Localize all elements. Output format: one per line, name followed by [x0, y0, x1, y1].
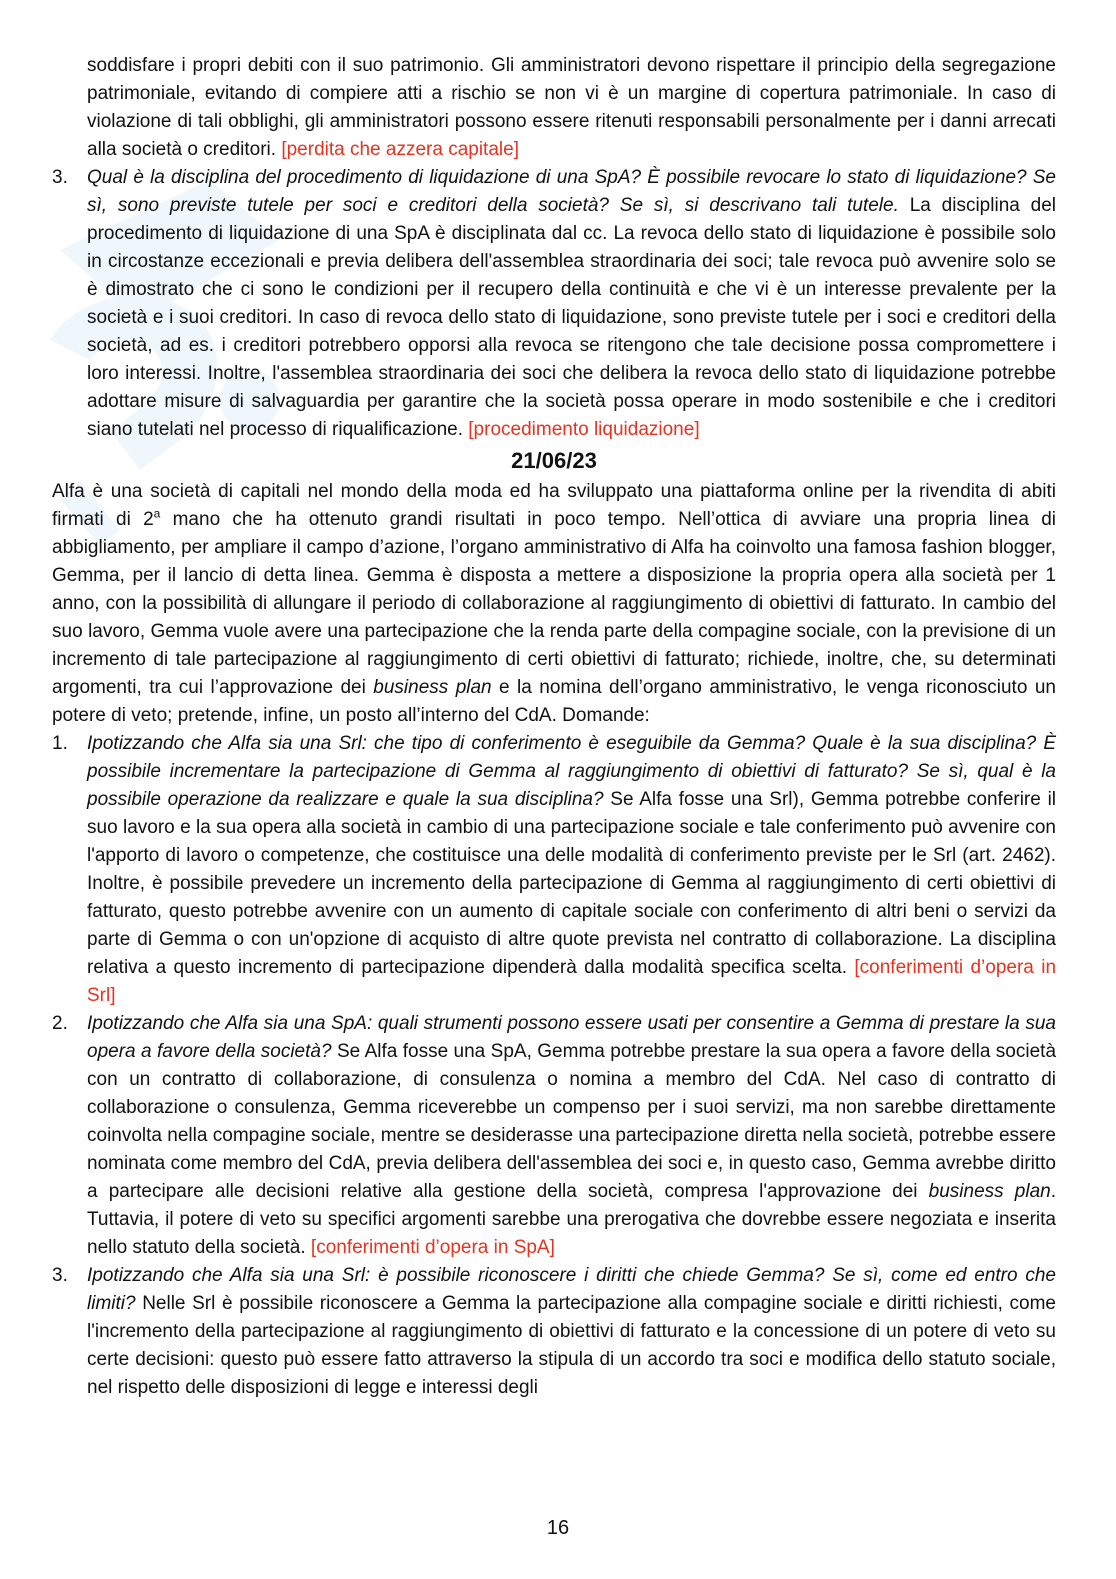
intro-paragraph — [52, 52, 1056, 164]
question-text: Qual è la disciplina del procedimento di liquidazione di una SpA? È possibile revocare lo stato di liquidazione? Se sì, sono previste tutele per soci e creditori della società? Se sì, si descrivano tali tutele. — [87, 167, 1056, 216]
case-text-part2: mano che ha ottenuto grandi risultati in poco tempo. Nell’ottica di avviare una propria linea di abbigliamento, per ampliare il campo d’azione, l’organo amministrativo di Alfa ha coinvolto una famosa fashion blogger, Gemma, per il lancio di detta linea. Gemma è disposta a mettere a disposizione la propria opera alla società per 1 anno, con la possibilità di allungare il periodo di collaborazione al raggiungimento di obiettivi di fatturato. In cambio del suo lavoro, Gemma vuole avere una partecipazione che la renda parte della compagine sociale, con la previsione di un incremento di tale partecipazione al raggiungimento di certi obiettivi di fatturato; richiede, inoltre, che, su determinati argomenti, tra cui l’approvazione dei — [52, 509, 1056, 698]
case-italic-term: business plan — [373, 677, 492, 698]
question-text: Ipotizzando che Alfa sia una Srl: che tipo di conferimento è eseguibile da Gemma? Quale è la sua disciplina? È possibile incrementare la partecipazione di Gemma al raggiungimento di obiettivi di fatturato? Se sì, qual è la possibile operazione da realizzare e quale la sua disciplina? — [87, 733, 1056, 810]
answer-text: Se Alfa fosse una SpA, Gemma potrebbe prestare la sua opera a favore della società con un contratto di collaborazione, di consulenza o nomina a membro del CdA. Nel caso di contratto di collaborazione o consulenza, Gemma riceverebbe un compenso per i suoi servizi, ma non sarebbe direttamente coinvolta nella compagine sociale, mentre se desiderasse una partecipazione diretta nella società, potrebbe essere nominata come membro del CdA, previa delibera dell'assemblea dei soci e, in questo caso, Gemma avrebbe diritto a partecipare alle decisioni relative alla gestione della società, compresa l'approvazione dei — [87, 1041, 1057, 1202]
intro-reference: [perdita che azzera capitale] — [281, 139, 519, 160]
question-text: Ipotizzando che Alfa sia una Srl: è possibile riconoscere i diritti che chiede Gemma? Se sì, come ed entro che limiti? — [87, 1265, 1056, 1314]
case-superscript: a — [153, 506, 161, 521]
page-content — [52, 52, 1056, 1402]
answer-text: Nelle Srl è possibile riconoscere a Gemma la partecipazione alla compagine sociale e diritti richiesti, come l'incremento della partecipazione al raggiungimento di obiettivi di fatturato e la concessione di un potere di veto su certe decisioni: questo può essere fatto attraverso la stipula di un accordo tra soci e modifica dello statuto sociale, nel rispetto delle disposizioni di legge e interessi degli — [87, 1293, 1056, 1398]
answer-text-continued: . Tuttavia, il potere di veto su specifici argomenti sarebbe una prerogativa che dovrebbe essere negoziata e inserita nello statuto della società. — [87, 1181, 1056, 1258]
answer-reference: [conferimenti d’opera in Srl] — [87, 957, 1057, 1006]
question-number: 3. — [52, 1265, 68, 1286]
question-item-1 — [52, 730, 1056, 1010]
case-text-part1: Alfa è una società di capitali nel mondo della moda ed ha sviluppato una piattaforma online per la rivendita di abiti firmati di 2 — [52, 481, 1056, 530]
answer-italic-term: business plan — [928, 1181, 1051, 1202]
question-item-3 — [52, 1262, 1056, 1402]
question-number: 1. — [52, 733, 68, 754]
answer-reference: [procedimento liquidazione] — [468, 419, 700, 440]
page-number: 16 — [546, 1517, 570, 1539]
answer-text: La disciplina del procedimento di liquidazione di una SpA è disciplinata dal cc. La revoca dello stato di liquidazione è possibile solo in circostanze eccezionali e previa delibera dell'assemblea straordinaria dei soci; tale revoca può avvenire solo se è dimostrato che ci sono le condizioni per il recupero della continuità e che vi è un interesse prevalente per la società e i suoi creditori. In caso di revoca dello stato di liquidazione, sono previste tutele per i soci e creditori della società, ad es. i creditori potrebbero opporsi alla revoca se ritengono che tale decisione possa compromettere i loro interessi. Inoltre, l'assemblea straordinaria dei soci che delibera la revoca dello stato di liquidazione potrebbe adottare misure di salvaguardia per garantire che la società possa operare in modo sostenibile e che i creditori siano tutelati nel processo di riqualificazione. — [87, 195, 1057, 440]
question-number: 2. — [52, 1013, 68, 1034]
answer-text: Se Alfa fosse una Srl), Gemma potrebbe conferire il suo lavoro e la sua opera alla società in cambio di una partecipazione sociale e tale conferimento può avvenire con l'apporto di lavoro o competenze, che costituisce una delle modalità di conferimento previste per le Srl (art. 2462). Inoltre, è possibile prevedere un incremento della partecipazione di Gemma al raggiungimento di certi obiettivi di fatturato, questo potrebbe avvenire con un aumento di capitale sociale con conferimento di altri beni o servizi da parte di Gemma o con un'opzione di acquisto di altre quote prevista nel contratto di collaborazione. La disciplina relativa a questo incremento di partecipazione dipenderà dalla modalità specifica scelta. — [87, 789, 1057, 978]
intro-text: soddisfare i propri debiti con il suo patrimonio. Gli amministratori devono rispettare il principio della segregazione patrimoniale, evitando di compiere atti a rischio se non vi è un margine di copertura patrimoniale. In caso di violazione di tali obblighi, gli amministratori possono essere ritenuti responsabili personalmente per i danni arrecati alla società o creditori. — [87, 55, 1056, 160]
case-paragraph — [52, 478, 1056, 730]
case-text-part3: e la nomina dell’organo amministrativo, le venga riconosciuto un potere di veto; pretende, infine, un posto all’interno del CdA. Domande: — [52, 677, 1056, 726]
answer-reference: [conferimenti d’opera in SpA] — [310, 1237, 555, 1258]
question-text: Ipotizzando che Alfa sia una SpA: quali strumenti possono essere usati per consentire a Gemma di prestare la sua opera a favore della società? — [87, 1013, 1056, 1062]
question-number: 3. — [52, 167, 68, 188]
question-item-2 — [52, 1010, 1056, 1262]
previous-question-3 — [52, 164, 1056, 444]
exam-date-heading: 21/06/23 — [511, 448, 597, 473]
